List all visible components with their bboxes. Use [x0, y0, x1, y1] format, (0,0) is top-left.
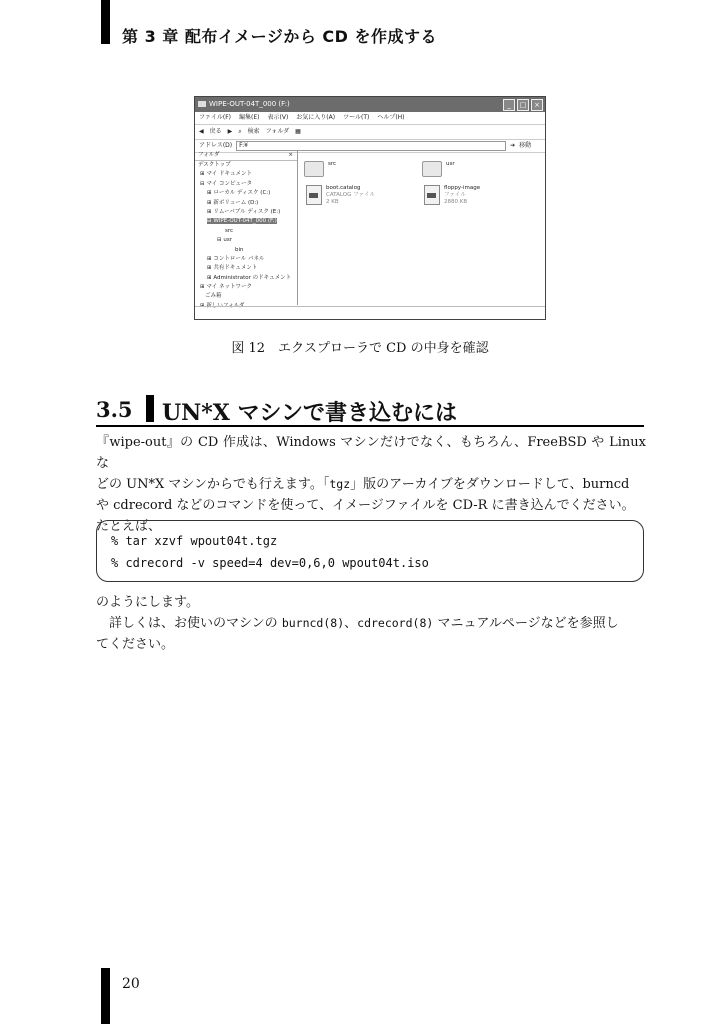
section-title: UN*X マシンで書き込むには: [162, 400, 457, 426]
address-label: アドレス(D): [199, 142, 233, 149]
window-title: WIPE-OUT-04T_000 (F:): [209, 100, 290, 108]
text-line: のようにします。: [96, 595, 199, 610]
back-icon: ◀: [199, 128, 204, 135]
page-number: 20: [122, 976, 140, 992]
tree-item: ⊞ Administrator のドキュメント: [207, 274, 292, 281]
menu-item: ファイル(F): [199, 114, 232, 121]
menu-item: ツール(T): [343, 114, 370, 121]
tree-item: ごみ箱: [205, 293, 222, 300]
code-block: [96, 520, 644, 582]
menu-bar: [195, 112, 545, 125]
file-list-pane: [298, 151, 545, 305]
tree-item: ⊞ 共有ドキュメント: [207, 265, 258, 272]
back-label: 戻る: [209, 128, 222, 135]
folders-label: フォルダ: [265, 128, 290, 135]
go-label: 移動: [519, 142, 532, 149]
file-icon: [306, 185, 322, 205]
search-label: 検索: [247, 128, 260, 135]
menu-item: お気に入り(A): [296, 114, 336, 121]
file-item-boot-catalog: boot.catalog CATALOG ファイル 2 KB: [306, 185, 375, 206]
chapter-title: 第 3 章 配布イメージから CD を作成する: [122, 27, 438, 46]
go-icon: ➔: [510, 142, 516, 149]
tree-item: ⊟ usr: [217, 237, 232, 244]
text-line: てください。: [96, 637, 175, 652]
menu-item: ヘルプ(H): [377, 114, 405, 121]
views-icon: ▦: [295, 128, 301, 135]
folder-tree: [195, 161, 297, 311]
folder-item-src: src: [304, 161, 336, 177]
folder-item-usr: usr: [422, 161, 455, 177]
code-line: % cdrecord -v speed=4 dev=0,6,0 wpout04t.iso: [111, 556, 429, 570]
tree-item: ⊞ マイ ドキュメント: [200, 171, 252, 178]
tree-item: ⊞ 新ボリューム (D:): [207, 199, 259, 206]
folder-tree-pane: [195, 151, 298, 309]
toolbar: [195, 125, 545, 140]
footer-bar: [101, 968, 110, 1024]
text-line: 詳しくは、お使いのマシンの burncd(8)、cdrecord(8) マニュアルページなどを参照し: [96, 616, 619, 631]
close-icon: ×: [531, 99, 543, 111]
folder-icon: [422, 161, 442, 177]
tree-item: ⊞ ローカル ディスク (C:): [207, 190, 271, 197]
search-icon: ⌕: [238, 128, 242, 135]
menu-item: 表示(V): [267, 114, 289, 121]
address-field: F:¥: [236, 141, 506, 151]
folder-pane-title: フォルダ: [198, 152, 220, 158]
tree-item: bin: [235, 246, 244, 253]
tree-item: ⊞ 新しいフォルダ: [200, 302, 245, 309]
file-item-floppy-image: floppy-image ファイル 2880 KB: [424, 185, 480, 206]
minimize-icon: _: [503, 99, 515, 111]
tree-item: デスクトップ: [198, 162, 231, 168]
section-number: 3.5: [96, 397, 133, 422]
status-bar: [195, 306, 545, 319]
maximize-icon: □: [517, 99, 529, 111]
text-line: や cdrecord などのコマンドを使って、イメージファイルを CD-R に書き込んでください。: [96, 498, 635, 513]
tree-item: ⊞ マイ ネットワーク: [200, 284, 252, 291]
menu-item: 編集(E): [239, 114, 260, 121]
explorer-screenshot: [194, 96, 546, 320]
paragraph-2: [96, 592, 646, 655]
forward-icon: ▶: [227, 128, 233, 135]
tree-item: ⊞ リムーバブル ディスク (E:): [207, 208, 281, 215]
folder-icon: [304, 161, 324, 177]
code-line: % tar xzvf wpout04t.tgz: [111, 534, 278, 548]
header-bar: [101, 0, 110, 44]
tree-item: ⊞ コントロール パネル: [207, 255, 265, 262]
tree-item: ⊟ マイ コンピュータ: [200, 180, 252, 187]
text-line: 『wipe-out』の CD 作成は、Windows マシンだけでなく、もちろん、FreeBSD や Linux な: [96, 435, 646, 471]
text-line: たとえば、: [96, 519, 162, 534]
section-bar: [146, 395, 154, 422]
tree-item: src: [225, 227, 234, 234]
figure-caption: 図 12 エクスプローラで CD の中身を確認: [231, 341, 489, 356]
file-icon: [424, 185, 440, 205]
folder-icon: [198, 101, 206, 107]
section-heading: [96, 393, 644, 427]
close-icon: ×: [288, 152, 293, 158]
tree-item-selected: ⊟ WIPE-OUT-04T_000 (F:): [207, 218, 277, 225]
text-line: どの UN*X マシンからでも行えます。「tgz」版のアーカイブをダウンロードして、burncd: [96, 477, 630, 492]
window-titlebar: [195, 97, 545, 112]
